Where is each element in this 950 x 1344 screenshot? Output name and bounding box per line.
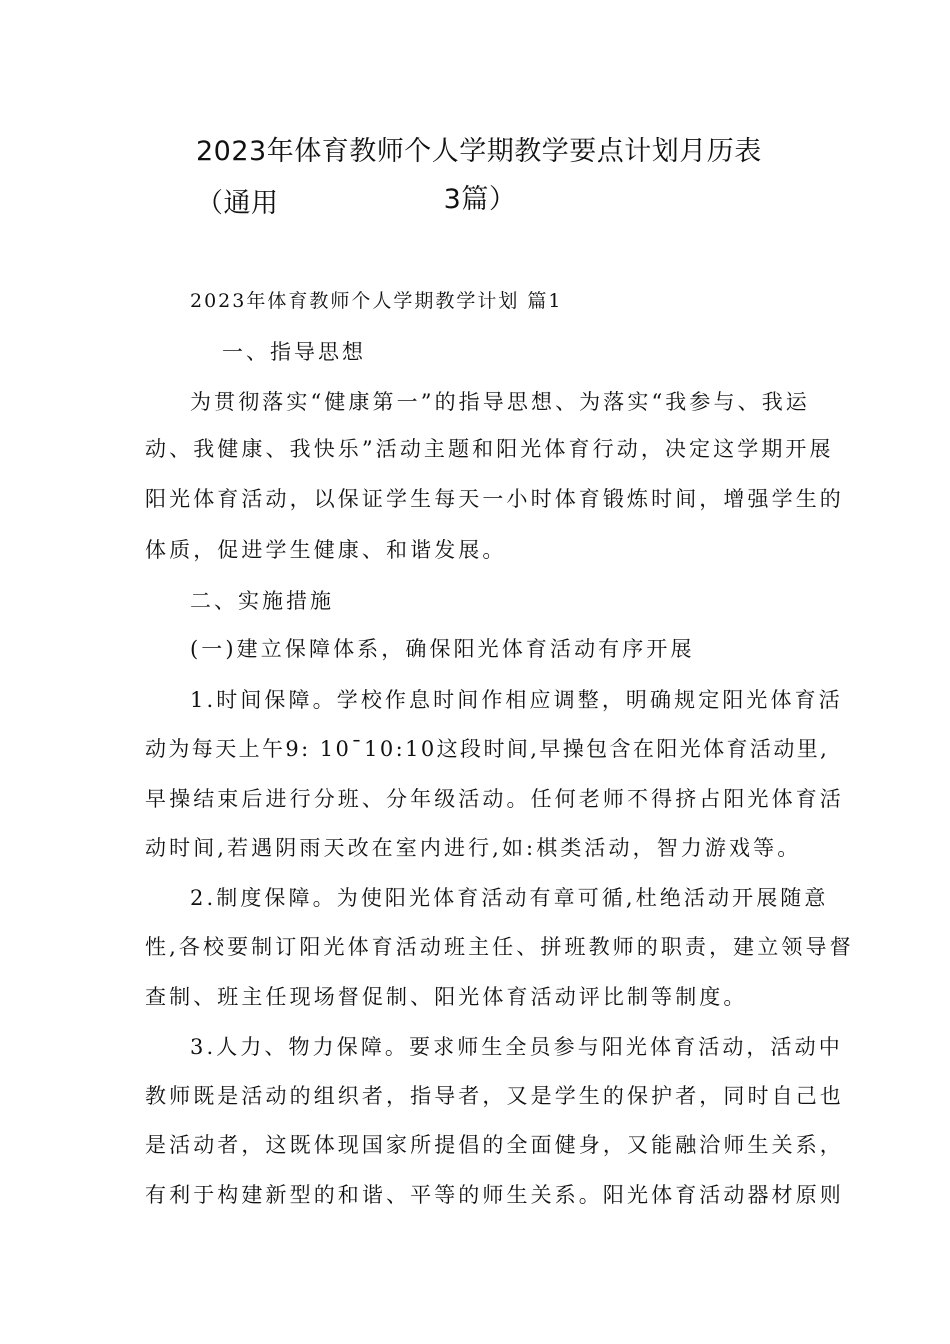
paragraph-line: 动为每天上午9: 10¯10:10这段时间,早操包含在阳光体育活动里, xyxy=(145,737,830,761)
paragraph-line: 教师既是活动的组织者，指导者，又是学生的保护者，同时自己也 xyxy=(145,1084,844,1108)
heading-guiding-ideology: 一、指导思想 xyxy=(222,340,366,364)
paragraph-line: 2.制度保障。为使阳光体育活动有章可循,杜绝活动开展随意 xyxy=(190,886,829,910)
paragraph-line: 阳光体育活动，以保证学生每天一小时体育锻炼时间，增强学生的 xyxy=(145,487,844,511)
document-title-line-2: 3篇） xyxy=(443,184,517,215)
heading-implementation-measures: 二、实施措施 xyxy=(190,589,334,613)
paragraph-line: 是活动者，这既体现国家所提倡的全面健身，又能融洽师生关系， xyxy=(145,1133,844,1157)
paragraph-line: 查制、班主任现场督促制、阳光体育活动评比制等制度。 xyxy=(145,985,748,1009)
paragraph-line: 为贯彻落实“健康第一”的指导思想、为落实“我参与、我运 xyxy=(190,390,810,414)
paragraph-line: 动时间,若遇阴雨天改在室内进行,如:棋类活动，智力游戏等。 xyxy=(145,836,802,860)
section-heading: 2023年体育教师个人学期教学计划 篇1 xyxy=(190,290,563,312)
paragraph-line: 有利于构建新型的和谐、平等的师生关系。阳光体育活动器材原则 xyxy=(145,1183,844,1207)
paragraph-line: 3.人力、物力保障。要求师生全员参与阳光体育活动，活动中 xyxy=(190,1035,843,1059)
paragraph-line: 性,各校要制订阳光体育活动班主任、拼班教师的职责，建立领导督 xyxy=(145,935,854,959)
paragraph-line: 早操结束后进行分班、分年级活动。任何老师不得挤占阳光体育活 xyxy=(145,787,844,811)
paragraph-line: 体质，促进学生健康、和谐发展。 xyxy=(145,538,507,562)
document-title-line-1: 2023年体育教师个人学期教学要点计划月历表（通用 xyxy=(196,136,762,219)
paragraph-line: 动、我健康、我快乐”活动主题和阳光体育行动，决定这学期开展 xyxy=(145,437,834,461)
subheading-guarantee-system: (一)建立保障体系，确保阳光体育活动有序开展 xyxy=(190,637,695,661)
paragraph-line: 1.时间保障。学校作息时间作相应调整，明确规定阳光体育活 xyxy=(190,688,843,712)
